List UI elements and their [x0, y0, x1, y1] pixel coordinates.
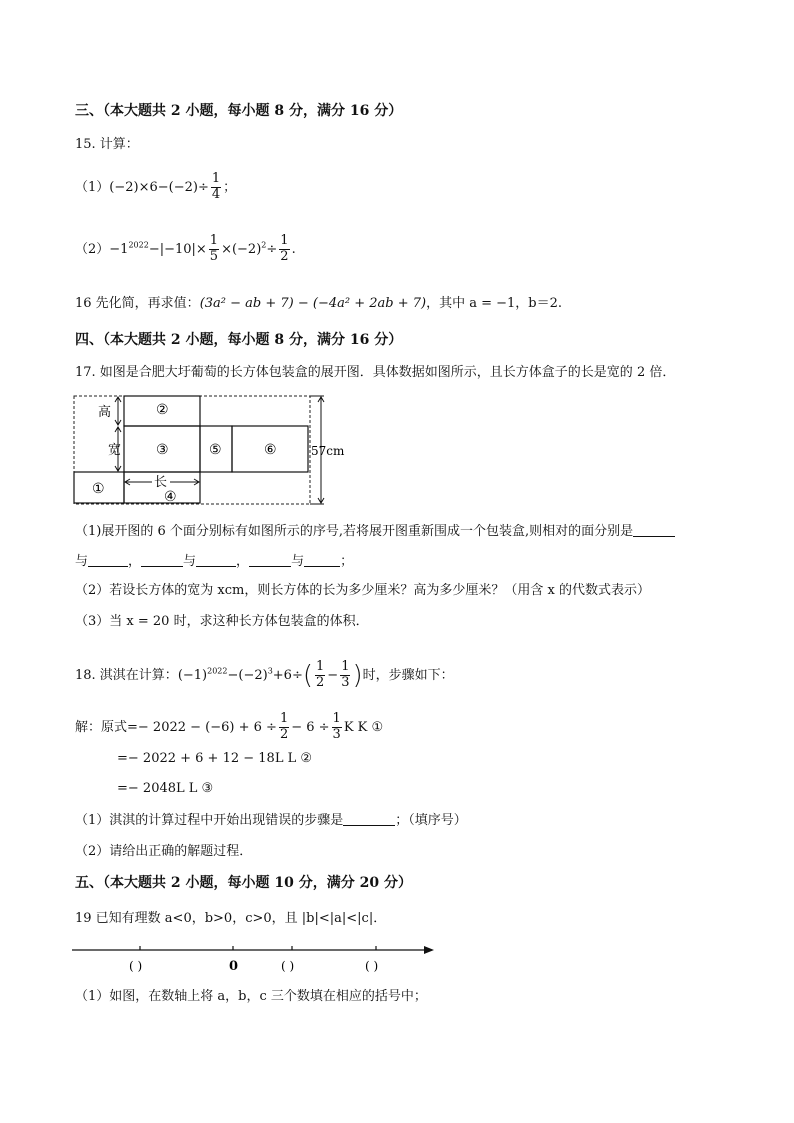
q18-step1-fraction-a: [279, 712, 289, 743]
q17-part3: （3）当 x = 20 时，求这种长方体包装盒的体积．: [75, 614, 369, 629]
q17-p1-comma1: ，: [128, 554, 142, 569]
frac-den: 2: [279, 726, 289, 742]
q18-part2: （2）请给出正确的解题过程．: [75, 844, 253, 859]
q17-p1-sep3: 与: [291, 554, 305, 569]
frac-den: 3: [332, 726, 341, 742]
slot-3: ( ): [365, 959, 379, 973]
q15-p2-expr-d: ÷: [266, 241, 278, 257]
label-57cm: 57cm: [311, 444, 345, 458]
q17-p1-end: ；: [340, 554, 354, 569]
q16-prefix: 16 先化简，再求值：: [75, 296, 200, 311]
frac-num: 1: [211, 171, 221, 186]
q16-expression: (3a² − ab + 7) − (−4a² + 2ab + 7): [199, 296, 427, 311]
q19-number-line: [70, 938, 442, 978]
q18-step1: [75, 712, 383, 743]
q17-answer-blank-1[interactable]: [633, 524, 675, 537]
q17-answer-blank-5[interactable]: [249, 554, 291, 567]
q17-part1: [75, 524, 675, 538]
frac-num: 1: [280, 233, 289, 248]
frac-num: 1: [209, 233, 219, 248]
frac-num: 1: [332, 711, 341, 726]
q17-p1-sep1: 与: [75, 554, 89, 569]
frac-den: 2: [280, 248, 289, 264]
q15-p1-end: ；: [223, 179, 237, 195]
q18-solution-label: 解：原式=: [75, 719, 138, 735]
q15-p2-expr-c: ×(−2): [221, 241, 262, 257]
q18-fraction-2: [340, 660, 350, 691]
q18-part1: [75, 813, 467, 827]
q17-part2: （2）若设长方体的宽为 xcm，则长方体的长为多少厘米？高为多少厘米？（用含 x 的代数式表示）: [75, 583, 650, 598]
q18-expr-b: −(−2): [227, 667, 268, 683]
frac-den: 3: [341, 674, 350, 690]
frac-num: 1: [341, 659, 350, 674]
slot-1: ( ): [129, 959, 143, 973]
q18-stem-end: 时，步骤如下：: [362, 667, 454, 683]
q18-step2: =− 2022 + 6 + 12 − 18L L ②: [117, 751, 313, 766]
slot-2: ( ): [281, 959, 295, 973]
label-high: 高: [98, 405, 112, 420]
face-4-label: ④: [164, 489, 177, 505]
frac-num: 1: [279, 711, 289, 726]
q18-fraction-1: [315, 660, 325, 691]
q18-p1-text: （1）淇淇的计算过程中开始出现错误的步骤是: [75, 813, 344, 828]
q18-sup-b: 3: [267, 666, 273, 676]
section-4-heading: 四、（本大题共 2 小题，每小题 8 分，满分 16 分）: [75, 332, 403, 348]
q15-p1-fraction: [211, 172, 221, 203]
q16-condition: ，其中 a = −1，b＝2.: [426, 296, 563, 311]
q17-part1-line2: [75, 554, 353, 568]
q15-p1-expr: (−2)×6−(−2)÷: [109, 179, 209, 195]
face-2-label: ②: [156, 402, 169, 418]
q15-part2: [75, 234, 296, 265]
q15-part1: [75, 172, 236, 203]
face-3-label: ③: [156, 442, 169, 458]
q18-step1-fraction-b: [332, 712, 342, 743]
frac-den: 5: [209, 248, 219, 264]
q15-p2-fraction-1: [209, 234, 219, 265]
q18-step3: =− 2048L L ③: [117, 781, 214, 796]
q18-p1-end: ；（填序号）: [395, 813, 467, 828]
q15-p1-tag: （1）: [75, 179, 110, 195]
q18-answer-blank[interactable]: [343, 813, 395, 826]
section-3-heading: 三、（本大题共 2 小题，每小题 8 分，满分 16 分）: [75, 103, 403, 119]
axis-arrow: [424, 946, 434, 954]
q18-expr-c: +6÷: [272, 667, 303, 683]
q15-p2-expr-b: −|−10|×: [148, 241, 207, 257]
face-1-label: ①: [92, 481, 105, 497]
q18-minus: −: [327, 667, 339, 683]
face-5-label: ⑤: [209, 442, 222, 458]
q15-p2-sup-a: 2022: [128, 240, 149, 250]
axis-zero-label: 0: [229, 959, 239, 974]
q17-stem: 17. 如图是合肥大圩葡萄的长方体包装盒的展开图．具体数据如图所示，且长方体盒子的长是宽的 2 倍．: [75, 365, 676, 380]
label-long: 长: [154, 475, 168, 490]
q18-step1-end: K K ①: [343, 719, 384, 735]
q18-left-paren: (: [302, 660, 313, 691]
q17-answer-blank-2[interactable]: [88, 554, 128, 567]
q18-stem-a: 18. 淇淇在计算：: [75, 667, 178, 683]
q17-p1-sep2: 与: [183, 554, 197, 569]
q17-p1-comma2: ，: [236, 554, 250, 569]
q19-part1: （1）如图，在数轴上将 a，b，c 三个数填在相应的括号中；: [75, 989, 427, 1004]
frac-den: 4: [211, 186, 221, 202]
label-wide: 宽: [108, 443, 122, 458]
frac-den: 2: [316, 674, 325, 690]
q18-sup-a: 2022: [207, 666, 228, 676]
q18-step1-b: − 6 ÷: [291, 719, 330, 735]
q17-p1-text: （1)展开图的 6 个面分别标有如图所示的序号,若将展开图重新围成一个包装盒,则相对的面分别是: [75, 524, 634, 539]
face-6-label: ⑥: [264, 442, 277, 458]
q15-p2-expr-a: −1: [109, 241, 129, 257]
q19-stem: 19 已知有理数 a<0，b>0，c>0，且 |b|<|a|<|c|．: [75, 911, 387, 926]
q17-answer-blank-6[interactable]: [304, 554, 340, 567]
q18-step1-a: − 2022 − (−6) + 6 ÷: [137, 719, 277, 735]
q15-p2-end: .: [291, 241, 296, 257]
q15-p2-fraction-2: [279, 234, 289, 265]
section-5-heading: 五、（本大题共 2 小题，每小题 10 分，满分 20 分）: [75, 875, 412, 891]
q15-p2-sup-c: 2: [261, 240, 267, 250]
q17-answer-blank-3[interactable]: [141, 554, 183, 567]
q15-stem: 15. 计算：: [75, 137, 139, 152]
q18-expr-a: (−1): [177, 667, 208, 683]
frac-num: 1: [316, 659, 325, 674]
q18-right-paren: ): [352, 660, 363, 691]
q16: [75, 297, 562, 310]
q15-p2-tag: （2）: [75, 241, 110, 257]
q17-answer-blank-4[interactable]: [196, 554, 236, 567]
q17-net-figure: [68, 390, 358, 512]
q18-stem: [75, 660, 454, 691]
